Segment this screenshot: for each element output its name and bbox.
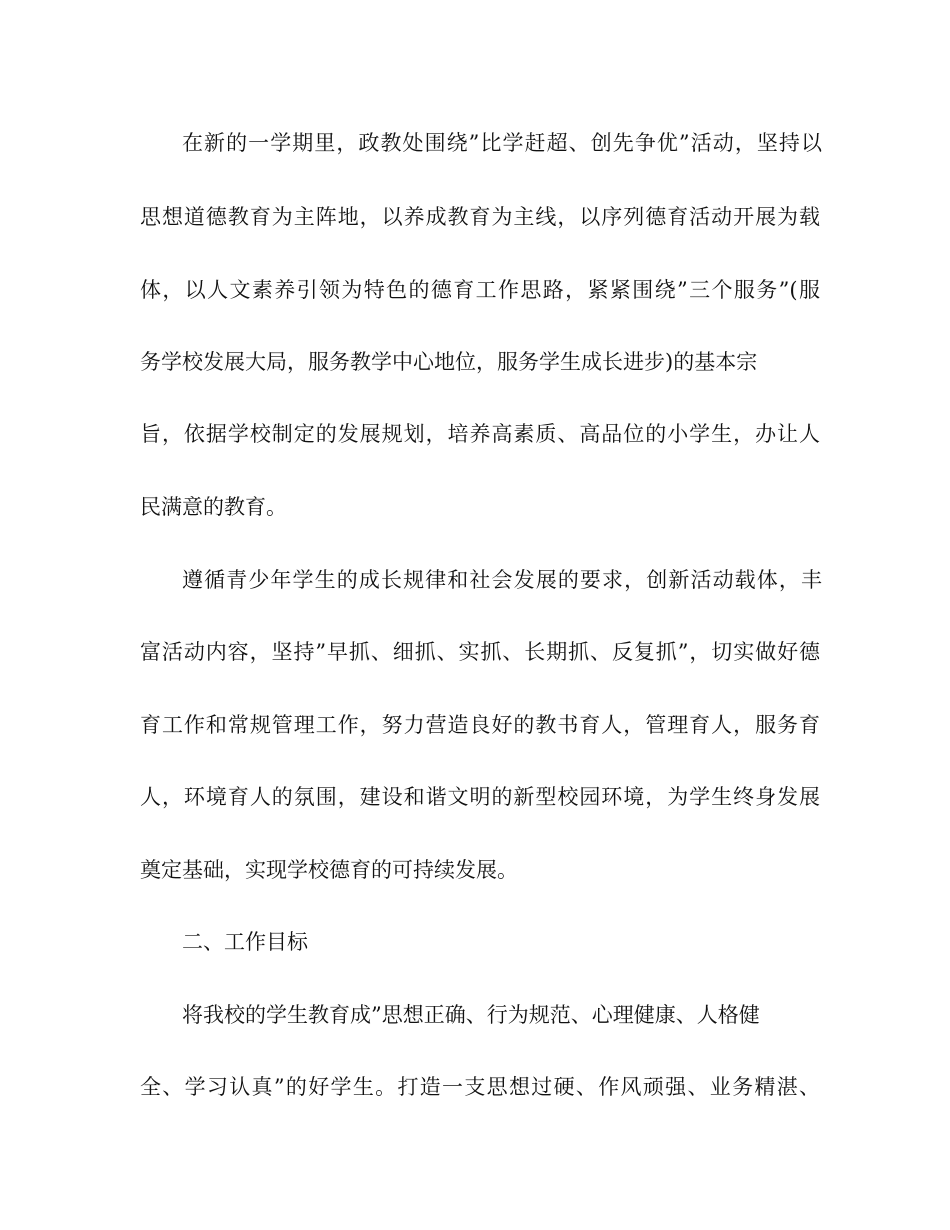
paragraph-1-line-4: 务学校发展大局，服务教学中心地位，服务学生成长进步)的基本宗 <box>140 350 758 374</box>
paragraph-2-line-3: 育工作和常规管理工作，努力营造良好的教书育人，管理育人，服务育 <box>140 713 820 737</box>
paragraph-3-line-2: 全、学习认真”的好学生。打造一支思想过硬、作风顽强、业务精湛、 <box>140 1075 820 1099</box>
paragraph-1-line-5: 旨，依据学校制定的发展规划，培养高素质、高品位的小学生，办让人 <box>140 422 820 446</box>
paragraph-1-line-1: 在新的一学期里，政教处围绕”比学赶超、创先争优”活动，坚持以 <box>182 131 822 155</box>
paragraph-1-line-2: 思想道德教育为主阵地，以养成教育为主线，以序列德育活动开展为载 <box>140 205 820 229</box>
paragraph-1-line-3: 体，以人文素养引领为特色的德育工作思路，紧紧围绕”三个服务”(服 <box>140 278 820 302</box>
paragraph-2-line-2: 富活动内容，坚持”早抓、细抓、实抓、长期抓、反复抓”，切实做好德 <box>140 640 820 664</box>
paragraph-1-line-6: 民满意的教育。 <box>140 495 287 519</box>
paragraph-2-line-1: 遵循青少年学生的成长规律和社会发展的要求，创新活动载体，丰 <box>182 568 822 592</box>
paragraph-2-line-4: 人，环境育人的氛围，建设和谐文明的新型校园环境，为学生终身发展 <box>140 785 820 809</box>
section-heading-goals: 二、工作目标 <box>182 930 308 954</box>
paragraph-3-line-1: 将我校的学生教育成”思想正确、行为规范、心理健康、人格健 <box>182 1003 760 1027</box>
paragraph-2-line-5: 奠定基础，实现学校德育的可持续发展。 <box>140 858 518 882</box>
